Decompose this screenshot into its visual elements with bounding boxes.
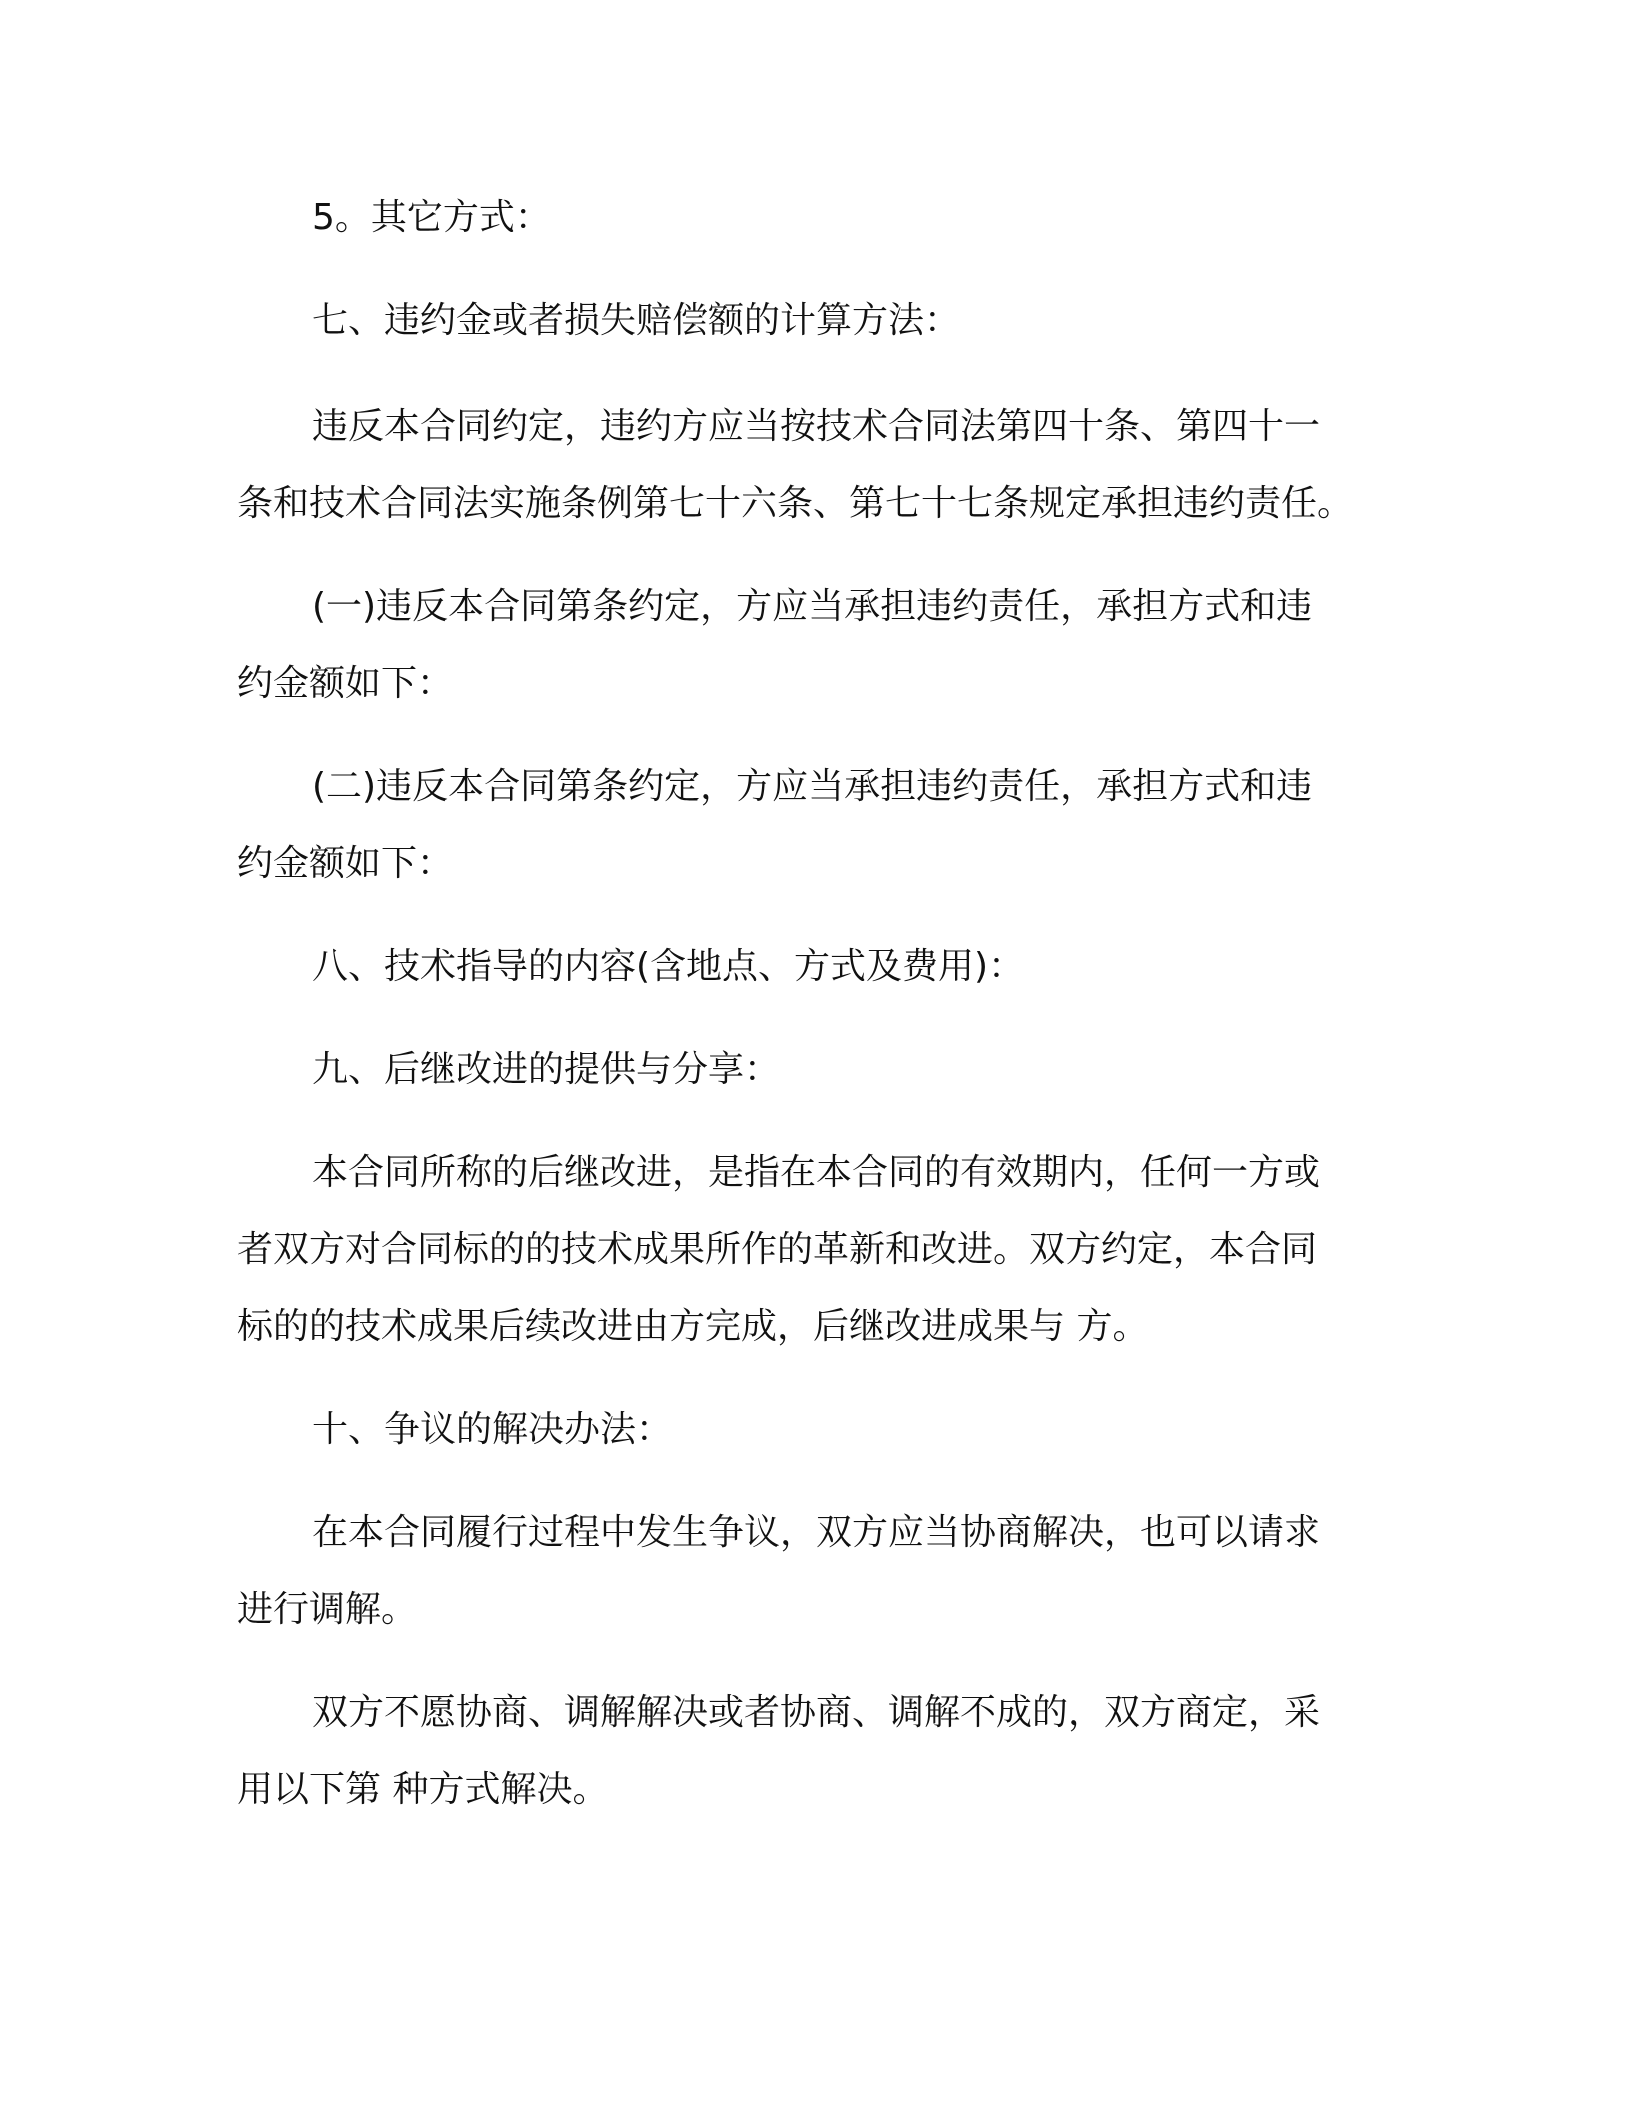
section-10-paragraph-1-line-2: 进行调解。 — [237, 1589, 418, 1630]
section-7-paragraph-line-1: 违反本合同约定，违约方应当按技术合同法第四十条、第四十一 — [312, 406, 1321, 447]
section-9-paragraph-line-3: 标的的技术成果后续改进由方完成，后继改进成果与 方。 — [237, 1306, 1149, 1347]
section-10-heading: 十、争议的解决办法： — [312, 1409, 673, 1450]
section-10-paragraph-2-line-1: 双方不愿协商、调解解决或者协商、调解不成的，双方商定，采 — [312, 1692, 1321, 1733]
item-1-line-1: (一)违反本合同第条约定，方应当承担违约责任，承担方式和违 — [312, 586, 1313, 627]
section-7-paragraph-line-2: 条和技术合同法实施条例第七十六条、第七十七条规定承担违约责任。 — [237, 483, 1354, 524]
item-1-line-2: 约金额如下： — [237, 663, 454, 704]
section-10-paragraph-1-line-1: 在本合同履行过程中发生争议，双方应当协商解决，也可以请求 — [312, 1512, 1321, 1553]
section-9-paragraph-line-1: 本合同所称的后继改进，是指在本合同的有效期内，任何一方或 — [312, 1152, 1321, 1193]
section-8-heading: 八、技术指导的内容(含地点、方式及费用)： — [312, 946, 1025, 987]
section-9-heading: 九、后继改进的提供与分享： — [312, 1049, 781, 1090]
item-2-line-1: (二)违反本合同第条约定，方应当承担违约责任，承担方式和违 — [312, 766, 1313, 807]
item-2-line-2: 约金额如下： — [237, 843, 454, 884]
section-7-heading: 七、违约金或者损失赔偿额的计算方法： — [312, 300, 961, 341]
clause-5-other-method: 5。其它方式： — [312, 197, 551, 238]
section-9-paragraph-line-2: 者双方对合同标的的技术成果所作的革新和改进。双方约定，本合同 — [237, 1229, 1318, 1270]
section-10-paragraph-2-line-2: 用以下第 种方式解决。 — [237, 1769, 609, 1810]
